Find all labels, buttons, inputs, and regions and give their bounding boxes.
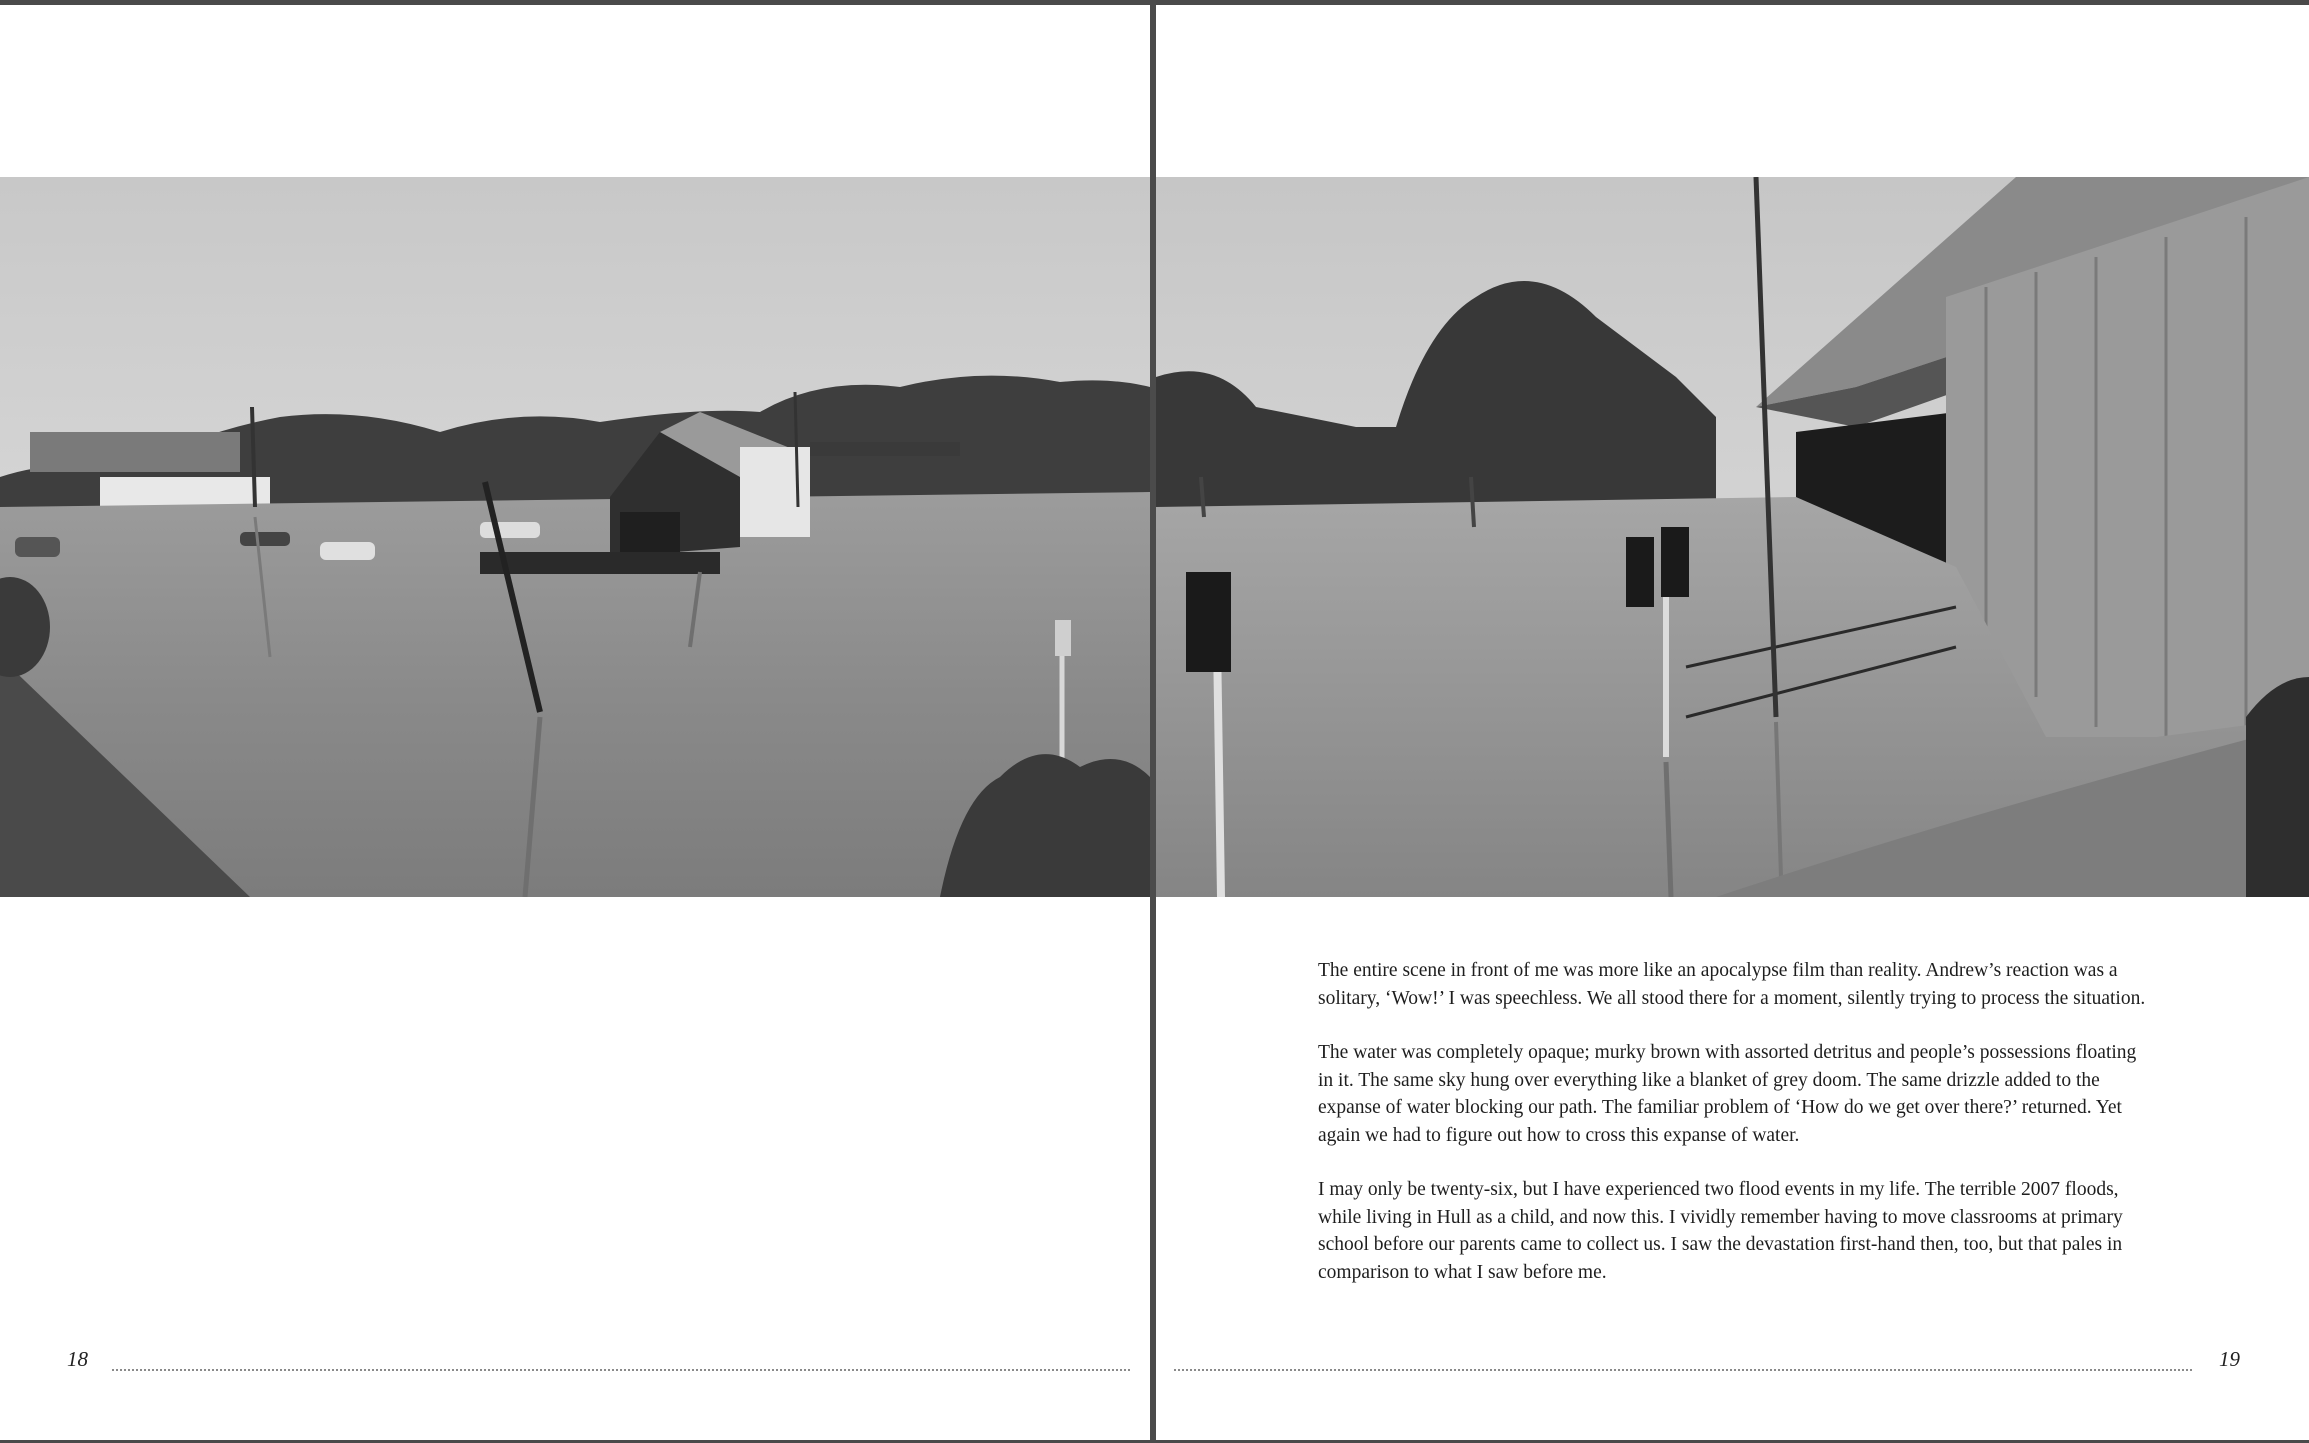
- photo-image-left: [0, 177, 1150, 897]
- paragraph-2: The water was completely opaque; murky brown with assorted detritus and people’s possessions floating in it. The same sky hung over everything like a blanket of grey doom. The same drizzle added to the expanse of water blocking our path. The familiar problem of ‘How do we get over there?’ returned. Yet again we had to figure out how to cross this expanse of water.: [1318, 1042, 2137, 1146]
- photo-image-right: [1156, 177, 2309, 897]
- paragraph-1: The entire scene in front of me was more like an apocalypse film than reality. Andrew’s reaction was a solitary, ‘Wow!’ I was speechless. We all stood there for a moment, silently trying to process the situation.: [1318, 960, 2146, 1009]
- page-number-left: 18: [67, 1347, 88, 1371]
- paragraph-3: I may only be twenty-six, but I have experienced two flood events in my life. The terrible 2007 floods, while living in Hull as a child, and now this. I vividly remember having to move classrooms at primary school before our parents came to collect us. I saw the devastation first-hand then, too, but that pales in comparison to what I saw before me.: [1318, 1179, 2123, 1283]
- body-text: [1318, 957, 2148, 1313]
- right-page: [1156, 5, 2309, 1440]
- page-number-right: 19: [2219, 1347, 2240, 1371]
- flooded-underpass-photo: [1156, 177, 2309, 897]
- folio-dotted-rule-left: [112, 1369, 1130, 1371]
- book-spine-gutter: [1150, 0, 1156, 1443]
- left-page: [0, 5, 1150, 1440]
- folio-dotted-rule-right: [1174, 1369, 2192, 1371]
- flooded-junction-photo: [0, 177, 1150, 897]
